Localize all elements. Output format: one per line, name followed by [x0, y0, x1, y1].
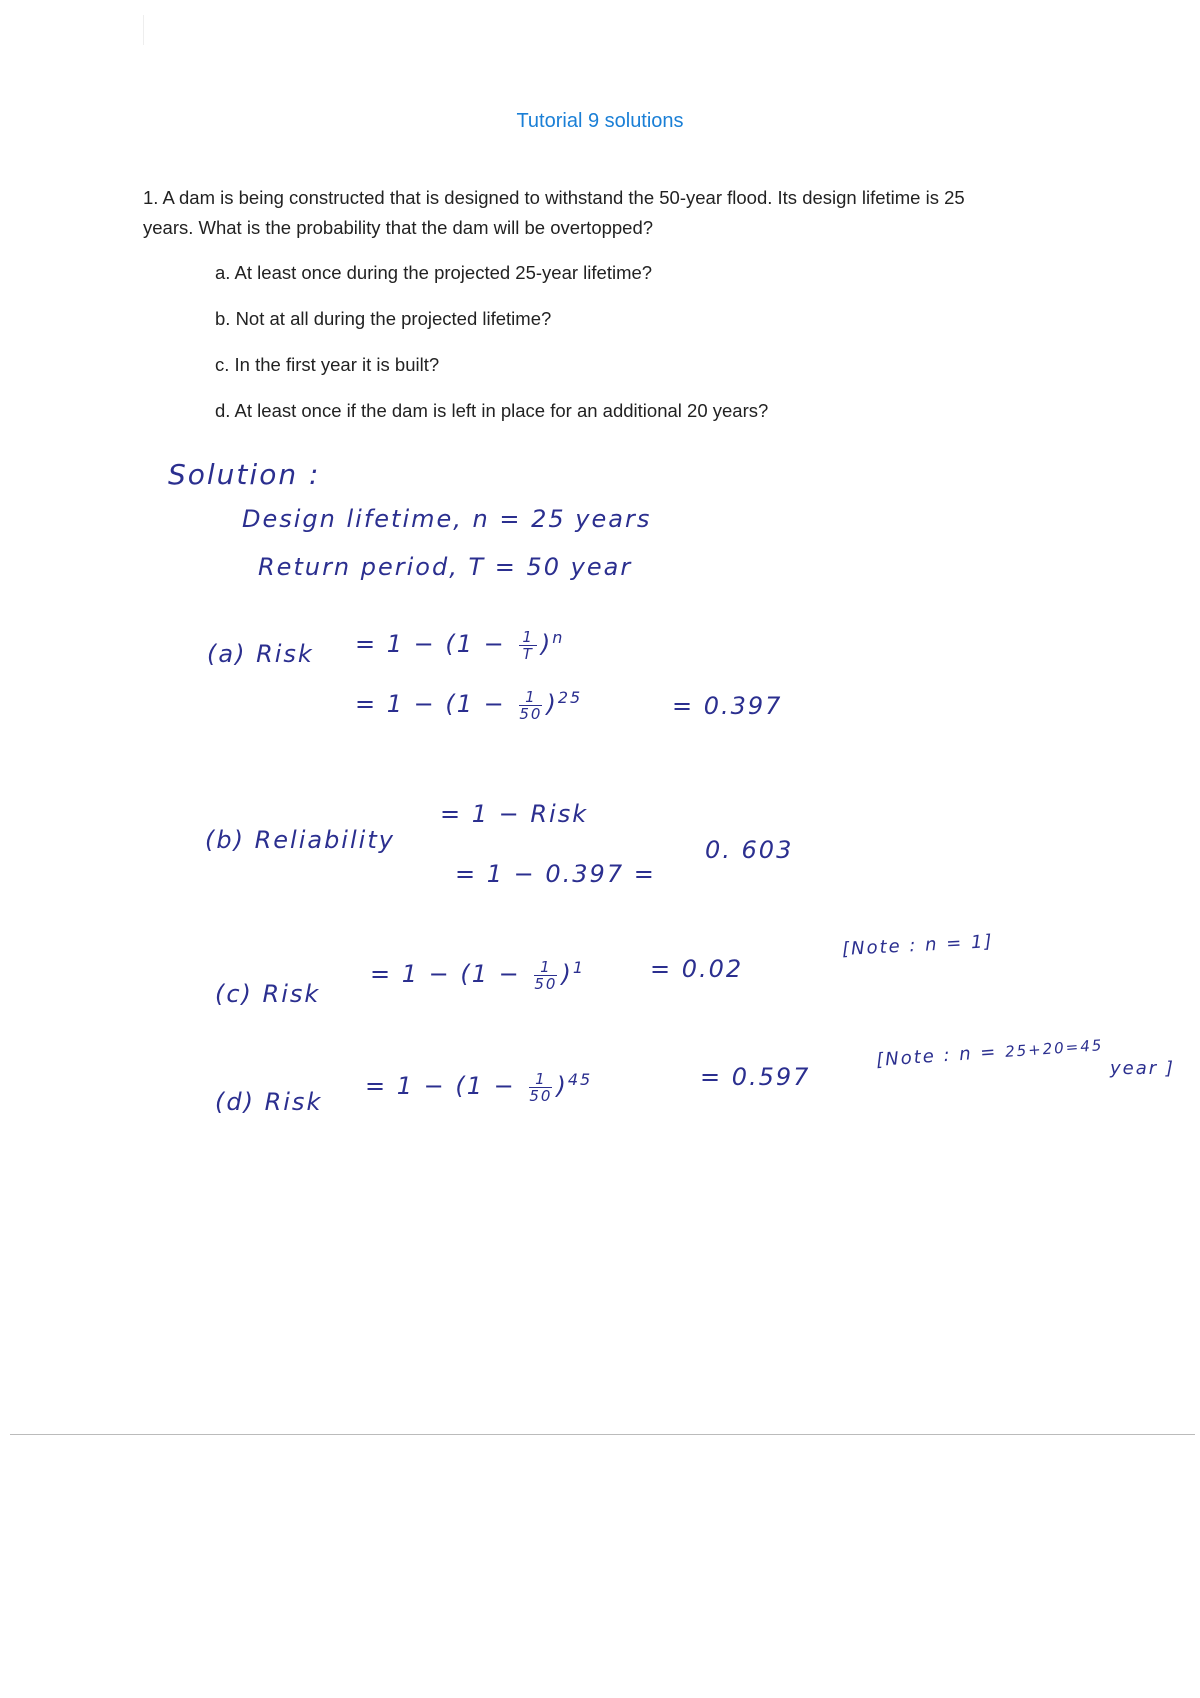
part-c-result: = 0.02 — [650, 955, 744, 983]
question-part-a: a. At least once during the projected 25-year lifetime? — [215, 262, 653, 283]
part-a-formula: = 1 − (1 − $\frac{1}{T}$ )$^n$ — [355, 627, 565, 663]
part-c-note: [Note : n = 1] — [841, 931, 995, 960]
part-b-eq2: = 1 − 0.397 = — [455, 860, 656, 888]
fraction: $\frac{1}{T}$ — [519, 629, 537, 662]
part-d-label: (d) Risk — [215, 1088, 323, 1116]
part-b-result: 0. 603 — [705, 836, 794, 864]
part-d-note-unit: year ] — [1110, 1058, 1175, 1079]
question-line-1: 1. A dam is being constructed that is designed to withstand the 50-year flood. Its design lifetime is 25 — [143, 187, 965, 208]
question-line-2: years. What is the probability that the dam will be overtopped? — [143, 217, 654, 238]
part-a-label: (a) Risk — [207, 640, 314, 668]
part-d-result: = 0.597 — [700, 1063, 811, 1091]
given-return-period: Return period, T = 50 year — [258, 553, 633, 581]
scan-mark — [143, 15, 144, 45]
part-a-substitution: = 1 − (1 − $\frac{1}{50}$ )$^{25}$ — [355, 687, 583, 723]
part-a-result: = 0.397 — [672, 692, 783, 720]
fraction: $\frac{1}{50}$ — [534, 957, 558, 993]
part-d-note: [Note : n = 25+20=45 — [875, 1036, 1104, 1071]
part-b-label: (b) Reliability — [205, 826, 395, 854]
page-divider — [10, 1434, 1195, 1435]
given-lifetime: Design lifetime, n = 25 years — [242, 505, 652, 533]
part-b-eq1: = 1 − Risk — [440, 800, 589, 828]
solution-heading: Solution : — [168, 458, 321, 491]
question-part-c: c. In the first year it is built? — [215, 354, 440, 375]
fraction: $\frac{1}{50}$ — [529, 1069, 553, 1105]
question-part-d: d. At least once if the dam is left in place for an additional 20 years? — [215, 400, 769, 421]
question-part-b: b. Not at all during the projected lifetime? — [215, 308, 552, 329]
page-title: Tutorial 9 solutions — [516, 110, 684, 132]
part-c-label: (c) Risk — [215, 980, 321, 1008]
part-d-formula: = 1 − (1 − $\frac{1}{50}$ )$^{45}$ — [365, 1069, 593, 1105]
part-c-formula: = 1 − (1 − $\frac{1}{50}$ )$^1$ — [370, 957, 586, 993]
fraction: $\frac{1}{50}$ — [519, 687, 543, 723]
